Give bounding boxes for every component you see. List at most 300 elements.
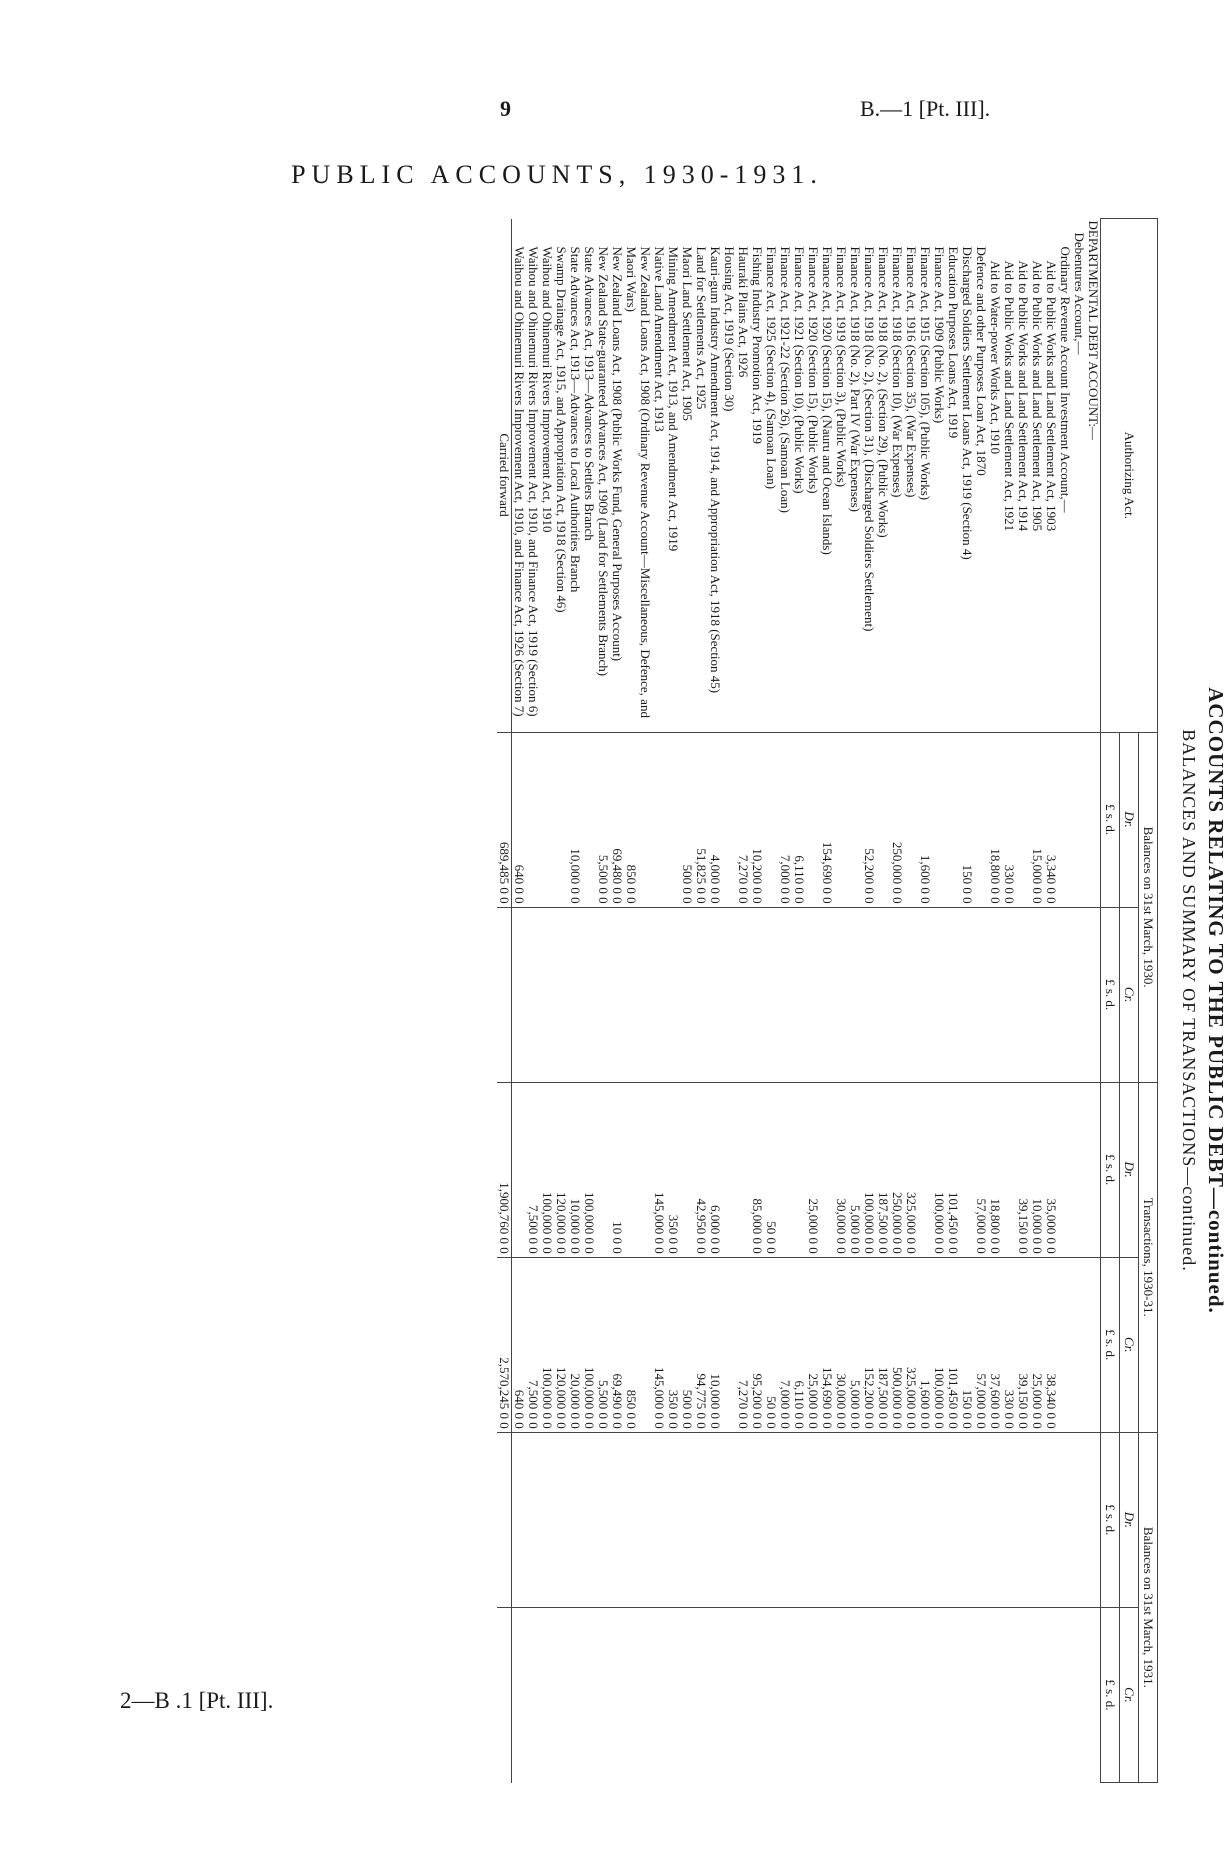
table-row — [1002, 219, 1016, 1783]
row-balance-1930-dr — [1058, 732, 1072, 907]
row-balance-1930-dr: 7,270 0 0 — [736, 732, 750, 907]
row-transaction-dr: 187,500 0 0 — [876, 1082, 890, 1257]
row-balance-1931-dr — [988, 1432, 1002, 1607]
row-balance-1931-cr — [764, 1607, 778, 1782]
row-balance-1931-dr — [1044, 1432, 1058, 1607]
carried-forward-label: Carried forward — [497, 219, 512, 733]
table-row — [610, 219, 624, 1783]
row-transaction-cr: 7,270 0 0 — [736, 1257, 750, 1432]
row-transaction-dr: 85,000 0 0 — [750, 1082, 764, 1257]
row-transaction-dr: 101,450 0 0 — [946, 1082, 960, 1257]
row-balance-1930-cr — [806, 907, 820, 1082]
row-balance-1930-dr: 500 0 0 — [680, 732, 694, 907]
row-balance-1931-dr — [862, 1432, 876, 1607]
row-balance-1930-cr — [820, 907, 834, 1082]
row-transaction-dr: 350 0 0 — [666, 1082, 680, 1257]
table-row — [932, 219, 946, 1783]
row-balance-1930-cr — [1086, 907, 1101, 1082]
col-header-dr: Dr. — [1120, 1082, 1139, 1257]
row-transaction-dr: 100,000 0 0 — [582, 1082, 596, 1257]
row-act: Finance Act, 1919 (Section 3), (Public Works) — [834, 246, 849, 488]
row-balance-1930-dr — [526, 732, 540, 907]
row-balance-1930-cr — [1030, 907, 1044, 1082]
row-balance-1930-dr: 10,000 0 0 — [568, 732, 582, 907]
row-balance-1930-cr — [974, 907, 988, 1082]
row-balance-1931-cr — [554, 1607, 568, 1782]
row-act: Finance Act, 1918 (No. 2), (Section 29), (Public Works) — [876, 246, 891, 538]
row-balance-1931-cr — [750, 1607, 764, 1782]
row-transaction-cr: 1,600 0 0 — [918, 1257, 932, 1432]
row-balance-1931-dr — [666, 1432, 680, 1607]
table-row — [568, 219, 582, 1783]
row-act: Discharged Soldiers Settlement Loans Act, 1919 (Section 4) — [960, 246, 975, 560]
row-transaction-dr: 30,000 0 0 — [834, 1082, 848, 1257]
row-transaction-dr: 100,000 0 0 — [862, 1082, 876, 1257]
table-row — [1086, 219, 1101, 1783]
table-row — [974, 219, 988, 1783]
table-row — [876, 219, 890, 1783]
row-balance-1931-dr — [1086, 1432, 1101, 1607]
row-transaction-cr: 39,150 0 0 — [1016, 1257, 1030, 1432]
row-balance-1931-cr — [806, 1607, 820, 1782]
row-balance-1930-dr: 150 0 0 — [960, 732, 974, 907]
row-transaction-cr — [1072, 1257, 1086, 1432]
row-balance-1930-dr: 69,480 0 0 — [610, 732, 624, 907]
row-transaction-cr: 95,200 0 0 — [750, 1257, 764, 1432]
carried-forward-row — [497, 219, 512, 1783]
table-row — [512, 219, 527, 1783]
col-header-cr: Cr. — [1120, 1607, 1139, 1782]
row-act: Aid to Water-power Works Act, 1910 — [988, 260, 1003, 455]
row-balance-1931-cr — [792, 1607, 806, 1782]
row-balance-1930-dr — [764, 732, 778, 907]
row-balance-1931-dr — [554, 1432, 568, 1607]
col-header-dr: Dr. — [1120, 1432, 1139, 1607]
row-balance-1931-cr — [946, 1607, 960, 1782]
row-balance-1931-cr — [680, 1607, 694, 1782]
row-balance-1930-cr — [526, 907, 540, 1082]
row-balance-1930-cr — [1058, 907, 1072, 1082]
row-balance-1931-cr — [932, 1607, 946, 1782]
table-row — [918, 219, 932, 1783]
row-balance-1930-cr — [792, 907, 806, 1082]
table-row — [736, 219, 750, 1783]
row-transaction-cr: 101,450 0 0 — [946, 1257, 960, 1432]
row-balance-1930-cr — [848, 907, 862, 1082]
row-transaction-cr: 6,110 0 0 — [792, 1257, 806, 1432]
row-transaction-cr: 30,000 0 0 — [834, 1257, 848, 1432]
row-balance-1931-cr — [694, 1607, 708, 1782]
table-row — [708, 219, 722, 1783]
row-balance-1931-dr — [1030, 1432, 1044, 1607]
row-balance-1930-dr: 3,340 0 0 — [1044, 732, 1058, 907]
row-balance-1931-dr — [932, 1432, 946, 1607]
page-title: PUBLIC ACCOUNTS, 1930-1931. — [291, 160, 823, 189]
row-transaction-dr: 10,000 0 0 — [1030, 1082, 1044, 1257]
row-balance-1930-cr — [1016, 907, 1030, 1082]
table-row — [624, 219, 652, 1783]
row-act: New Zealand State-guaranteed Advances Act, 1909 (Land for Settlements Branch) — [596, 246, 611, 677]
row-balance-1930-cr — [876, 907, 890, 1082]
table-row — [806, 219, 820, 1783]
row-balance-1931-cr — [862, 1607, 876, 1782]
row-act: Fishing Industry Promotion Act, 1919 — [750, 246, 765, 445]
row-balance-1930-cr — [680, 907, 694, 1082]
row-balance-1931-cr — [1002, 1607, 1016, 1782]
row-balance-1931-cr — [988, 1607, 1002, 1782]
row-balance-1930-dr — [1086, 732, 1101, 907]
row-transaction-dr: 5,000 0 0 — [848, 1082, 862, 1257]
row-transaction-cr: 350 0 0 — [666, 1257, 680, 1432]
rotated-table-block — [98, 218, 1228, 1783]
col-header-cr: Cr. — [1120, 907, 1139, 1082]
table-row — [694, 219, 708, 1783]
row-transaction-cr: 100,000 0 0 — [540, 1257, 554, 1432]
table-row — [988, 219, 1002, 1783]
row-balance-1930-cr — [862, 907, 876, 1082]
row-balance-1930-cr — [652, 907, 666, 1082]
row-balance-1930-cr — [512, 907, 527, 1082]
row-transaction-cr: 850 0 0 — [624, 1257, 652, 1432]
row-balance-1931-cr — [1016, 1607, 1030, 1782]
row-balance-1930-cr — [960, 907, 974, 1082]
row-act: DEPARTMENTAL DEBT ACCOUNT:— — [1086, 220, 1101, 441]
table-row — [764, 219, 778, 1783]
row-balance-1930-cr — [666, 907, 680, 1082]
row-transaction-cr: 7,000 0 0 — [778, 1257, 792, 1432]
row-transaction-cr: 5,500 0 0 — [596, 1257, 610, 1432]
row-balance-1930-dr: 1,600 0 0 — [918, 732, 932, 907]
row-balance-1931-dr — [1072, 1432, 1086, 1607]
row-balance-1931-cr — [778, 1607, 792, 1782]
row-balance-1931-cr — [1030, 1607, 1044, 1782]
row-balance-1931-cr — [1086, 1607, 1101, 1782]
page-number: 9 — [500, 96, 511, 121]
col-units: £ s. d. — [1101, 907, 1120, 1082]
row-transaction-dr: 57,000 0 0 — [974, 1082, 988, 1257]
row-balance-1931-dr — [694, 1432, 708, 1607]
row-act: Aid to Public Works and Land Settlement Act, 1903 — [1044, 260, 1059, 532]
row-transaction-dr — [1002, 1082, 1016, 1257]
row-balance-1930-cr — [834, 907, 848, 1082]
row-transaction-cr: 69,490 0 0 — [610, 1257, 624, 1432]
row-balance-1931-cr — [918, 1607, 932, 1782]
col-units: £ s. d. — [1101, 1432, 1120, 1607]
row-act: Finance Act, 1918 (No. 2), Part IV (War Expenses) — [848, 246, 863, 513]
row-balance-1931-dr — [1058, 1432, 1072, 1607]
row-act: Education Purposes Loans Act, 1919 — [946, 246, 961, 439]
row-balance-1931-cr — [596, 1607, 610, 1782]
row-balance-1931-cr — [890, 1607, 904, 1782]
table-row — [1058, 219, 1072, 1783]
row-act: Aid to Public Works and Land Settlement Act, 1921 — [1002, 260, 1017, 532]
row-balance-1930-cr — [764, 907, 778, 1082]
row-balance-1930-dr: 154,690 0 0 — [820, 732, 834, 907]
row-balance-1930-dr — [932, 732, 946, 907]
row-balance-1931-dr — [582, 1432, 596, 1607]
table-title-block — [1178, 218, 1228, 1783]
table-row — [1030, 219, 1044, 1783]
row-balance-1930-dr: 6,110 0 0 — [792, 732, 806, 907]
table-row — [1072, 219, 1086, 1783]
row-transaction-cr: 150 0 0 — [960, 1257, 974, 1432]
col-units: £ s. d. — [1101, 1607, 1120, 1782]
row-balance-1931-dr — [764, 1432, 778, 1607]
row-transaction-dr: 250,000 0 0 — [890, 1082, 904, 1257]
row-balance-1930-cr — [890, 907, 904, 1082]
row-transaction-cr: 640 0 0 — [512, 1257, 527, 1432]
col-units: £ s. d. — [1101, 732, 1120, 907]
carried-forward-transaction-dr: 1,900,760 0 0 — [497, 1082, 512, 1257]
row-transaction-dr — [1086, 1082, 1101, 1257]
row-balance-1930-cr — [918, 907, 932, 1082]
row-balance-1931-dr — [652, 1432, 666, 1607]
row-balance-1931-cr — [526, 1607, 540, 1782]
row-balance-1931-dr — [722, 1432, 736, 1607]
row-balance-1930-dr — [722, 732, 736, 907]
row-transaction-cr: 7,500 0 0 — [526, 1257, 540, 1432]
row-balance-1930-dr: 18,800 0 0 — [988, 732, 1002, 907]
side-reference: 2—B .1 [Pt. III]. — [120, 1688, 274, 1713]
row-balance-1931-dr — [876, 1432, 890, 1607]
row-balance-1930-dr: 52,200 0 0 — [862, 732, 876, 907]
row-transaction-cr: 37,600 0 0 — [988, 1257, 1002, 1432]
row-balance-1930-dr — [554, 732, 568, 907]
row-balance-1931-cr — [652, 1607, 666, 1782]
row-transaction-dr — [596, 1082, 610, 1257]
row-transaction-cr: 100,000 0 0 — [932, 1257, 946, 1432]
row-transaction-cr: 145,000 0 0 — [652, 1257, 666, 1432]
row-balance-1930-cr — [596, 907, 610, 1082]
table-row — [890, 219, 904, 1783]
row-transaction-cr: 330 0 0 — [1002, 1257, 1016, 1432]
table-row — [960, 219, 974, 1783]
col-units: £ s. d. — [1101, 1257, 1120, 1432]
row-transaction-cr: 325,000 0 0 — [904, 1257, 918, 1432]
row-balance-1930-dr — [848, 732, 862, 907]
row-balance-1931-dr — [834, 1432, 848, 1607]
row-balance-1931-dr — [904, 1432, 918, 1607]
table-row — [540, 219, 554, 1783]
row-balance-1931-cr — [708, 1607, 722, 1782]
row-transaction-cr: 25,000 0 0 — [1030, 1257, 1044, 1432]
row-balance-1931-cr — [960, 1607, 974, 1782]
row-act: New Zealand Loans Act, 1908 (Ordinary Revenue Account—Miscellaneous, Defence, and Maori Wars) — [624, 246, 653, 718]
row-balance-1931-dr — [960, 1432, 974, 1607]
table-row — [526, 219, 540, 1783]
row-act: Maori Land Settlement Act, 1905 — [680, 246, 695, 421]
row-balance-1930-cr — [694, 907, 708, 1082]
table-row — [554, 219, 568, 1783]
row-balance-1931-dr — [806, 1432, 820, 1607]
row-act: Waihou and Ohinemuri Rivers Improvement Act, 1910, and Finance Act, 1926 (Section 7) — [512, 246, 527, 717]
table-row — [652, 219, 666, 1783]
row-balance-1931-dr — [820, 1432, 834, 1607]
row-balance-1931-dr — [1002, 1432, 1016, 1607]
row-transaction-cr: 120,000 0 0 — [554, 1257, 568, 1432]
row-act: Finance Act, 1921-22 (Section 26), (Samoan Loan) — [778, 246, 793, 513]
row-balance-1931-cr — [876, 1607, 890, 1782]
row-balance-1931-cr — [848, 1607, 862, 1782]
row-act: Aid to Public Works and Land Settlement Act, 1905 — [1030, 260, 1045, 532]
row-transaction-cr: 152,200 0 0 — [862, 1257, 876, 1432]
row-act: Land for Settlements Act, 1925 — [694, 246, 709, 410]
row-balance-1930-dr — [834, 732, 848, 907]
row-balance-1930-dr — [806, 732, 820, 907]
table-row — [820, 219, 834, 1783]
row-balance-1931-dr — [750, 1432, 764, 1607]
carried-forward-balance-1931-dr — [497, 1432, 512, 1607]
row-act: Aid to Public Works and Land Settlement Act, 1914 — [1016, 260, 1031, 532]
row-transaction-dr — [624, 1082, 652, 1257]
table-row — [904, 219, 918, 1783]
table-row — [1044, 219, 1058, 1783]
table-row — [946, 219, 960, 1783]
row-transaction-dr: 10,000 0 0 — [568, 1082, 582, 1257]
row-act: Hauraki Plains Act, 1926 — [736, 246, 751, 378]
row-balance-1930-cr — [1044, 907, 1058, 1082]
row-transaction-dr: 50 0 0 — [764, 1082, 778, 1257]
col-header-dr: Dr. — [1120, 732, 1139, 907]
row-transaction-dr — [778, 1082, 792, 1257]
row-balance-1931-cr — [666, 1607, 680, 1782]
table-row — [792, 219, 806, 1783]
row-transaction-dr — [792, 1082, 806, 1257]
table-row — [1016, 219, 1030, 1783]
row-balance-1931-dr — [680, 1432, 694, 1607]
row-balance-1931-cr — [624, 1607, 652, 1782]
table-row — [778, 219, 792, 1783]
row-balance-1931-dr — [610, 1432, 624, 1607]
row-balance-1930-cr — [722, 907, 736, 1082]
row-transaction-cr: 500 0 0 — [680, 1257, 694, 1432]
row-transaction-dr: 39,150 0 0 — [1016, 1082, 1030, 1257]
row-act: Mining Amendment Act, 1913, and Amendment Act, 1919 — [666, 246, 681, 552]
row-transaction-dr: 100,000 0 0 — [932, 1082, 946, 1257]
row-balance-1930-dr: 4,000 0 0 — [708, 732, 722, 907]
row-transaction-dr: 18,800 0 0 — [988, 1082, 1002, 1257]
row-balance-1930-cr — [932, 907, 946, 1082]
row-act: Finance Act, 1920 (Section 15), (Public Works) — [806, 246, 821, 494]
row-act: State Advances Act, 1913—Advances to Settlers Branch — [582, 246, 597, 541]
carried-forward-balance-1931-cr — [497, 1607, 512, 1782]
row-balance-1930-cr — [1072, 907, 1086, 1082]
row-transaction-dr — [1058, 1082, 1072, 1257]
table-row — [750, 219, 764, 1783]
row-balance-1931-dr — [526, 1432, 540, 1607]
row-balance-1930-cr — [1002, 907, 1016, 1082]
row-transaction-cr: 20,000 0 0 — [568, 1257, 582, 1432]
row-balance-1931-dr — [1016, 1432, 1030, 1607]
table-subtitle: BALANCES AND SUMMARY OF TRANSACTIONS—continued. — [1179, 729, 1199, 1272]
row-transaction-dr — [820, 1082, 834, 1257]
row-transaction-dr: 100,000 0 0 — [540, 1082, 554, 1257]
row-balance-1931-dr — [568, 1432, 582, 1607]
row-transaction-cr: 187,500 0 0 — [876, 1257, 890, 1432]
row-transaction-dr: 35,000 0 0 — [1044, 1082, 1058, 1257]
row-transaction-dr — [736, 1082, 750, 1257]
row-balance-1931-dr — [512, 1432, 527, 1607]
row-balance-1930-cr — [582, 907, 596, 1082]
row-balance-1930-dr — [582, 732, 596, 907]
row-transaction-cr: 25,000 0 0 — [806, 1257, 820, 1432]
row-balance-1931-cr — [610, 1607, 624, 1782]
row-transaction-dr — [680, 1082, 694, 1257]
col-header-balances-1931: Balances on 31st March, 1931. — [1139, 1432, 1158, 1782]
row-balance-1931-dr — [778, 1432, 792, 1607]
row-balance-1930-dr — [1016, 732, 1030, 907]
carried-forward-transaction-cr: 2,570,245 0 0 — [497, 1257, 512, 1432]
row-balance-1931-cr — [904, 1607, 918, 1782]
row-transaction-dr: 120,000 0 0 — [554, 1082, 568, 1257]
row-balance-1930-cr — [540, 907, 554, 1082]
row-balance-1930-cr — [708, 907, 722, 1082]
col-header-balances-1930: Balances on 31st March, 1930. — [1139, 732, 1158, 1082]
row-balance-1930-dr — [946, 732, 960, 907]
row-balance-1930-cr — [904, 907, 918, 1082]
row-act: Housing Act, 1919 (Section 30) — [722, 246, 737, 412]
col-header-transactions: Transactions, 1930-31. — [1139, 1082, 1158, 1432]
row-act: New Zealand Loans Act, 1908 (Public Works Fund, General Purposes Account) — [610, 246, 625, 662]
row-act: Waihou and Ohinemuri Rivers Improvement Act, 1910, and Finance Act, 1919 (Section 6) — [526, 246, 541, 717]
row-balance-1931-cr — [568, 1607, 582, 1782]
row-balance-1931-dr — [848, 1432, 862, 1607]
row-transaction-cr — [1086, 1257, 1101, 1432]
row-transaction-cr: 10,000 0 0 — [708, 1257, 722, 1432]
row-balance-1931-dr — [736, 1432, 750, 1607]
row-transaction-dr — [918, 1082, 932, 1257]
row-transaction-cr: 50 0 0 — [764, 1257, 778, 1432]
row-transaction-dr: 10 0 0 — [610, 1082, 624, 1257]
row-transaction-cr: 94,775 0 0 — [694, 1257, 708, 1432]
col-units: £ s. d. — [1101, 1082, 1120, 1257]
row-transaction-dr — [512, 1082, 527, 1257]
row-balance-1930-dr: 330 0 0 — [1002, 732, 1016, 907]
table-row — [596, 219, 610, 1783]
row-balance-1931-cr — [1072, 1607, 1086, 1782]
row-transaction-dr: 25,000 0 0 — [806, 1082, 820, 1257]
row-transaction-cr — [1058, 1257, 1072, 1432]
carried-forward-balance-1930-cr — [497, 907, 512, 1082]
row-balance-1930-cr — [568, 907, 582, 1082]
row-balance-1930-cr — [624, 907, 652, 1082]
row-balance-1930-dr: 51,825 0 0 — [694, 732, 708, 907]
row-balance-1931-dr — [624, 1432, 652, 1607]
table-row — [848, 219, 862, 1783]
row-balance-1930-dr: 15,000 0 0 — [1030, 732, 1044, 907]
row-transaction-cr: 100,000 0 0 — [582, 1257, 596, 1432]
row-transaction-cr: 5,000 0 0 — [848, 1257, 862, 1432]
col-header-act: Authorizing Act. — [1101, 219, 1158, 733]
row-balance-1931-dr — [596, 1432, 610, 1607]
row-act: Finance Act, 1916 (Section 35), (War Expenses) — [904, 246, 919, 498]
row-transaction-dr: 42,950 0 0 — [694, 1082, 708, 1257]
row-balance-1931-cr — [974, 1607, 988, 1782]
row-act: Finance Act, 1915 (Section 105), (Public Works) — [918, 246, 933, 501]
row-balance-1931-cr — [820, 1607, 834, 1782]
row-balance-1930-dr: 5,500 0 0 — [596, 732, 610, 907]
row-balance-1931-cr — [512, 1607, 527, 1782]
row-act: Kauri-gum Industry Amendment Act, 1914, and Appropriation Act, 1918 (Section 45) — [708, 246, 723, 694]
row-balance-1931-cr — [582, 1607, 596, 1782]
row-balance-1931-dr — [708, 1432, 722, 1607]
row-balance-1930-cr — [946, 907, 960, 1082]
row-transaction-dr — [1072, 1082, 1086, 1257]
row-balance-1931-cr — [736, 1607, 750, 1782]
row-act: Finance Act, 1925 (Section 4), (Samoan Loan) — [764, 246, 779, 490]
page-reference: B.—1 [Pt. III]. — [860, 96, 991, 121]
row-transaction-dr — [960, 1082, 974, 1257]
